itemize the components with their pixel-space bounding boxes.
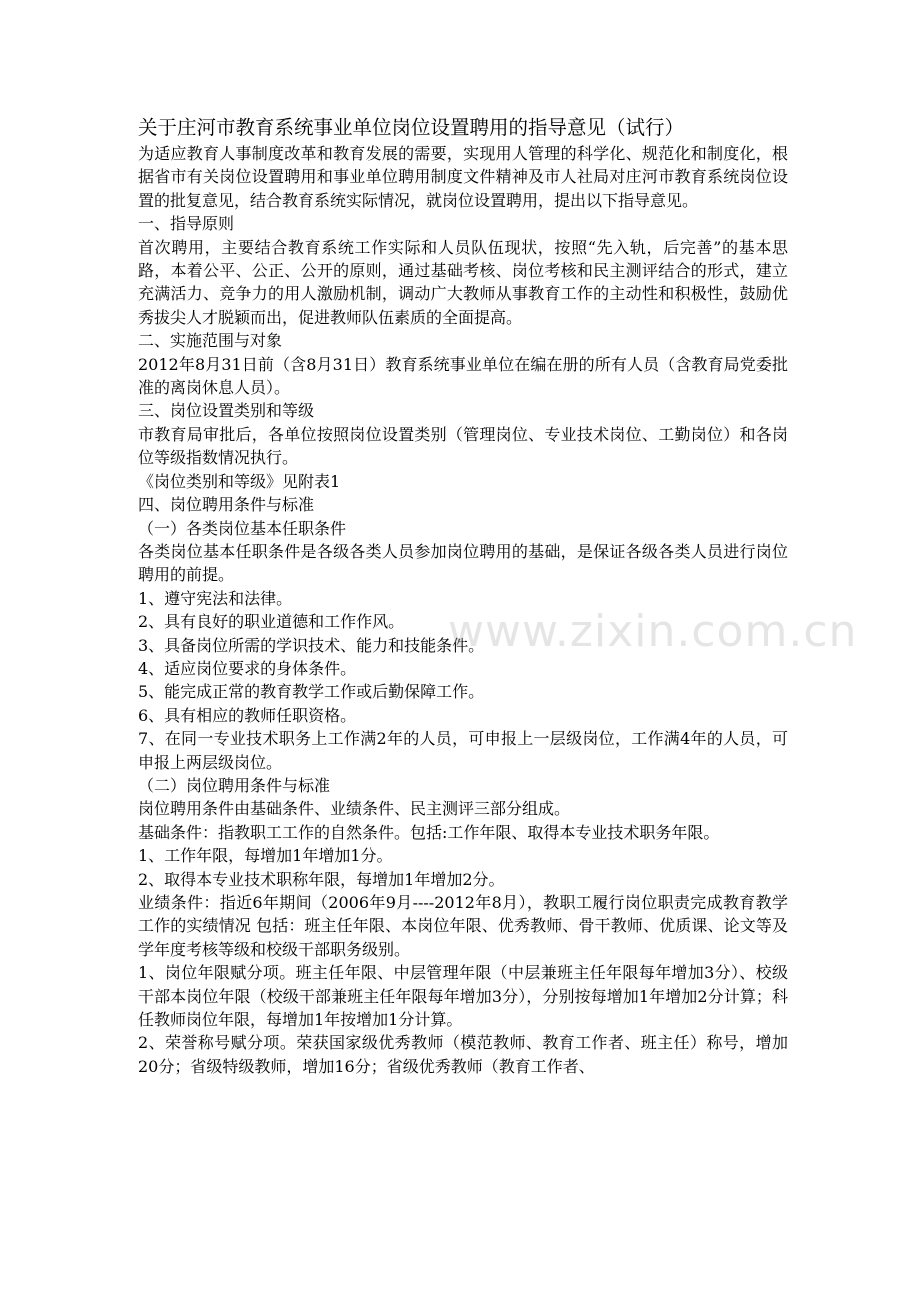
paragraph: 4、适应岗位要求的身体条件。 [138, 658, 357, 678]
watermark: www.zixin.com.cn [448, 606, 858, 657]
paragraph: 四、岗位聘用条件与标准 [138, 495, 315, 515]
paragraph: 《岗位类别和等级》见附表1 [138, 471, 341, 491]
paragraph: 一、指导原则 [138, 214, 235, 234]
paragraph: 三、岗位设置类别和等级 [138, 401, 315, 421]
paragraph: 5、能完成正常的教育教学工作或后勤保障工作。 [138, 682, 485, 702]
paragraph: 2、取得本专业技术职称年限，每增加1年增加2分。 [138, 869, 505, 889]
paragraph: （一）各类岗位基本任职条件 [138, 518, 347, 538]
paragraph: 业绩条件：指近6年期间（2006年9月----2012年8月），教职工履行岗位职责完成教育教学工作的实绩情况 包括：班主任年限、本岗位年限、优秀教师、骨干教师、优质课、论文等及学年度考核等级和校级干部职务级别。 [138, 893, 788, 959]
paragraph: 2、荣誉称号赋分项。荣获国家级优秀教师（模范教师、教育工作者、班主任）称号，增加20分；省级特级教师，增加16分；省级优秀教师（教育工作者、 [138, 1033, 788, 1076]
paragraph: （二）岗位聘用条件与标准 [138, 775, 331, 795]
paragraph: 2、具有良好的职业道德和工作作风。 [138, 612, 405, 632]
paragraph: 3、具备岗位所需的学识技术、能力和技能条件。 [138, 635, 485, 655]
paragraph: 1、岗位年限赋分项。班主任年限、中层管理年限（中层兼班主任年限每年增加3分）、校级干部本岗位年限（校级干部兼班主任年限每年增加3分），分别按每增加1年增加2分计算；科任教师岗位年限，每增加1年按增加1分计算。 [138, 963, 788, 1030]
paragraph: 市教育局审批后，各单位按照岗位设置类别（管理岗位、专业技术岗位、工勤岗位）和各岗位等级指数情况执行。 [138, 424, 788, 468]
document-body [138, 142, 788, 1078]
paragraph: 首次聘用，主要结合教育系统工作实际和人员队伍现状，按照“先入轨，后完善”的基本思路，本着公平、公正、公开的原则，通过基础考核、岗位考核和民主测评结合的形式，建立充满活力、竞争力的用人激励机制，调动广大教师从事教育工作的主动性和积极性，鼓励优秀拔尖人才脱颖而出，促进教师队伍素质的全面提高。 [138, 237, 788, 327]
paragraph: 6、具有相应的教师任职资格。 [138, 705, 357, 725]
document-title: 关于庄河市教育系统事业单位岗位设置聘用的指导意见（试行） [138, 116, 685, 139]
paragraph: 2012年8月31日前（含8月31日）教育系统事业单位在编在册的所有人员（含教育局党委批准的离岗休息人员）。 [138, 354, 788, 398]
paragraph: 基础条件：指教职工工作的自然条件。包括:工作年限、取得本专业技术职务年限。 [138, 822, 720, 842]
paragraph: 二、实施范围与对象 [138, 331, 283, 351]
paragraph: 岗位聘用条件由基础条件、业绩条件、民主测评三部分组成。 [138, 799, 571, 819]
paragraph: 1、遵守宪法和法律。 [138, 588, 293, 608]
paragraph: 1、工作年限，每增加1年增加1分。 [138, 846, 393, 866]
document-page [138, 114, 788, 1078]
paragraph: 为适应教育人事制度改革和教育发展的需要，实现用人管理的科学化、规范化和制度化，根据省市有关岗位设置聘用和事业单位聘用制度文件精神及市人社局对庄河市教育系统岗位设置的批复意见，结合教育系统实际情况，就岗位设置聘用，提出以下指导意见。 [138, 144, 788, 210]
paragraph: 各类岗位基本任职条件是各级各类人员参加岗位聘用的基础，是保证各级各类人员进行岗位聘用的前提。 [138, 541, 788, 585]
paragraph: 7、在同一专业技术职务上工作满2年的人员，可申报上一层级岗位，工作满4年的人员，可申报上两层级岗位。 [138, 729, 788, 772]
